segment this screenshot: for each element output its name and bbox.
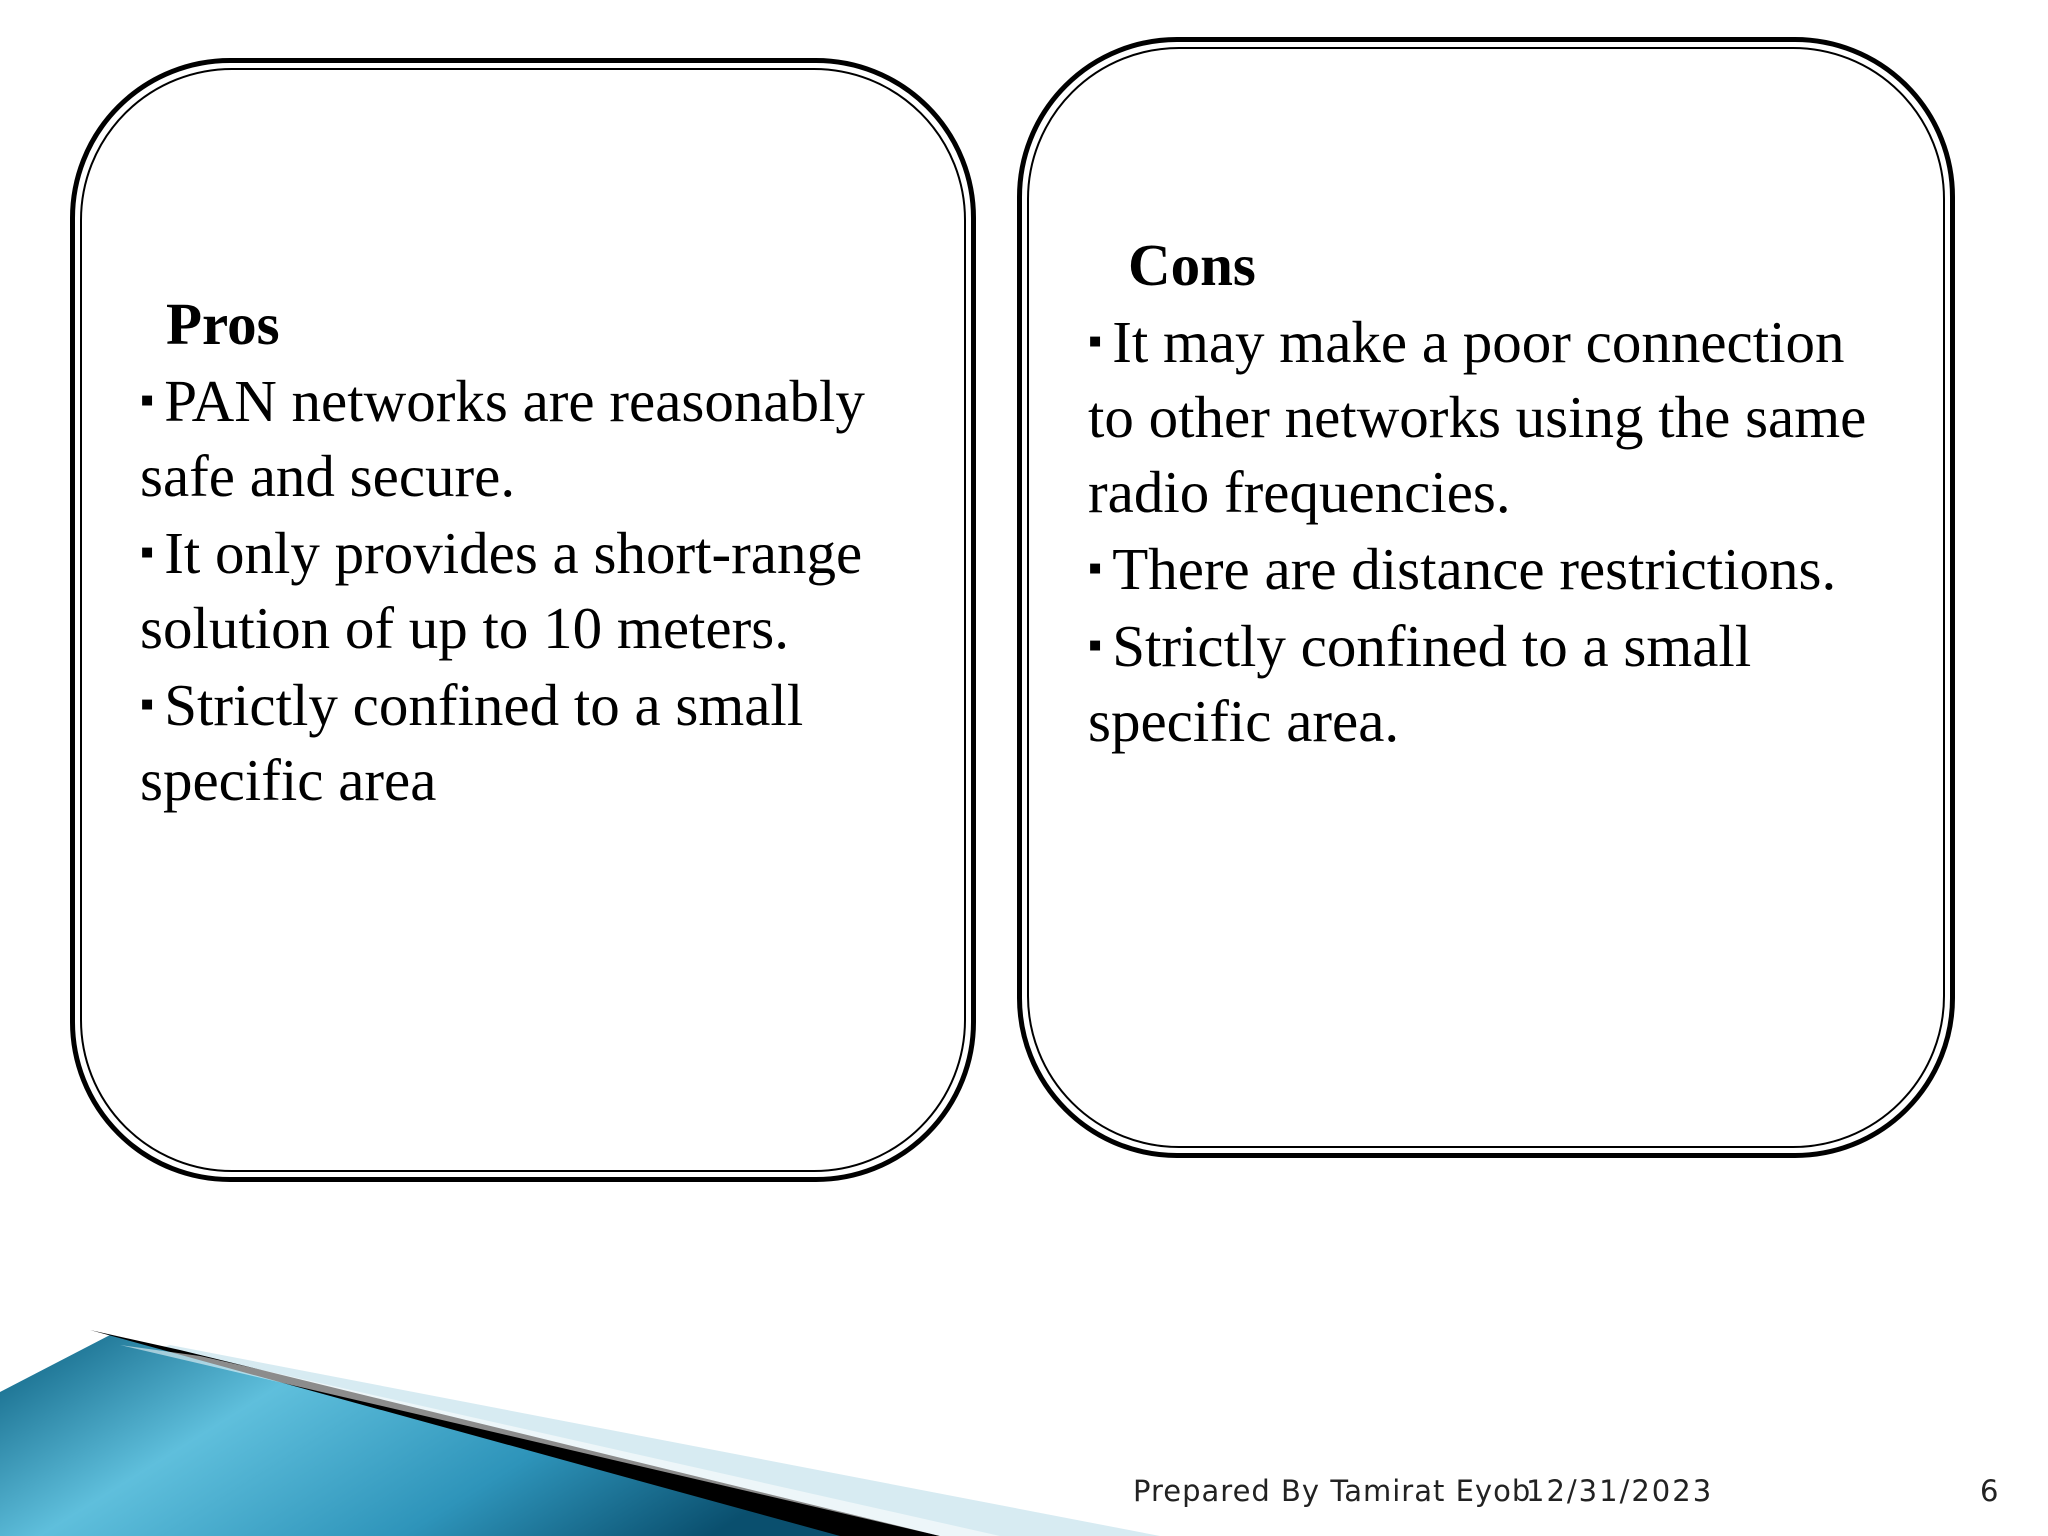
cons-item: ▪ There are distance restrictions. [1088,536,1837,602]
pros-text-block [140,287,900,818]
pros-item: ▪ It only provides a short-range solution of up to 10 meters. [140,520,863,661]
cons-text-block [1088,228,1888,759]
bullet-square-icon: ▪ [1088,545,1103,590]
pros-item: ▪ PAN networks are reasonably safe and secure. [140,368,865,509]
footer-author: Prepared By Tamirat Eyob [1133,1474,1532,1508]
cons-item: ▪ Strictly confined to a small specific area. [1088,613,1752,754]
slide-number: 6 [1980,1474,1999,1508]
cons-item: ▪ It may make a poor connection to other networks using the same radio frequencies. [1088,309,1867,525]
bullet-square-icon: ▪ [1088,318,1103,363]
bullet-square-icon: ▪ [140,681,155,726]
footer-date: 12/31/2023 [1526,1474,1714,1508]
bullet-square-icon: ▪ [140,377,155,422]
pros-heading: Pros [166,291,280,357]
bullet-square-icon: ▪ [140,529,155,574]
pros-item: ▪ Strictly confined to a small specific area [140,672,804,813]
bullet-square-icon: ▪ [1088,622,1103,667]
cons-heading: Cons [1128,232,1256,298]
